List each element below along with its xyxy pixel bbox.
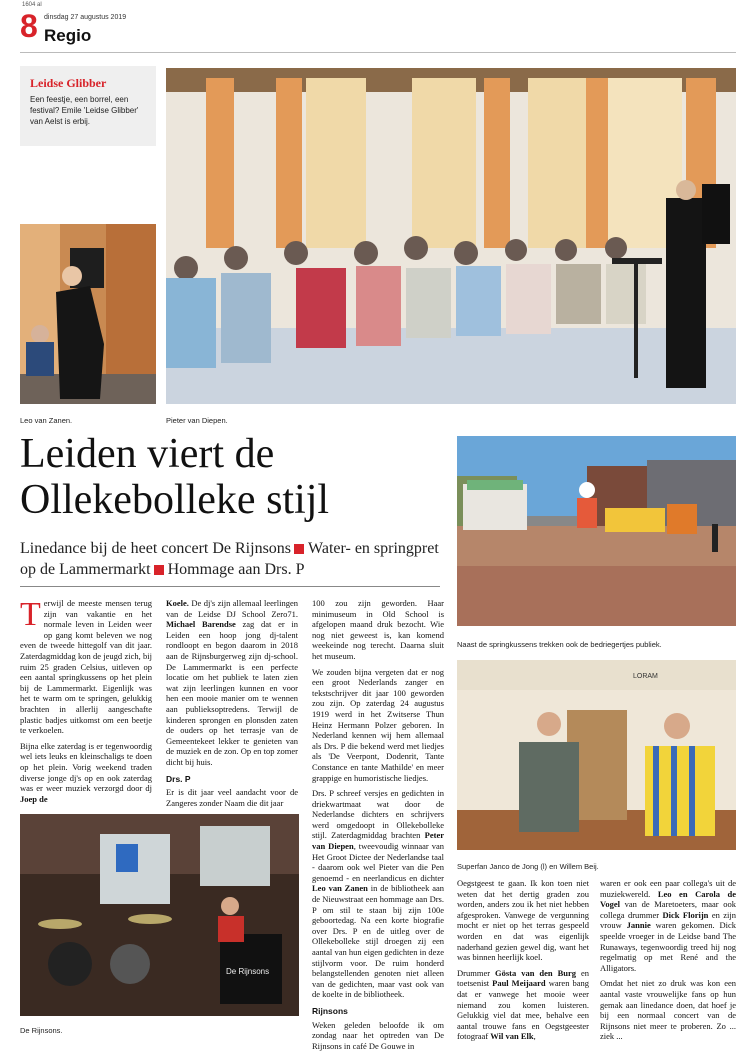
col4-paragraph-2b: en toetsenist	[457, 967, 590, 989]
col3-name-leo: Leo van Zanen	[312, 883, 368, 894]
col4-paragraph-2d: ,	[533, 1031, 536, 1042]
headline-line-2: Ollekebolleke stijl	[20, 477, 330, 523]
bullet-square-icon	[294, 544, 304, 554]
col4-name-gosta: Gösta van den Burg	[495, 967, 577, 978]
col3-paragraph-3c: in de bibliotheek aan de Nieuwstraat een hommage aan Drs. P om stil te staan bij zijn 100e geboortedag. Na een korte biografie over Drs. P en de uitleg over de Ollekebolleke stijl droegen zij een aantal van hun eigen gedichten in deze stijlvorm voor. De ruim honderd belangstellenden genoten niet alleen van de gedichten, maar vast ook van de koelte in de bibliotheek.	[312, 883, 444, 1000]
col5-paragraph-1d: waren gekomen. Dick speelde vroeger in de Leidse band The Runaways, tegenwoordig treed hij nog regelmatig op met René and the Alligators.	[600, 920, 737, 973]
col5-paragraph-2: Omdat het niet zo druk was kon een aantal vaste vrouwelijke fans op hun gemak aan linedance doen, dat hoef je bij een normaal concert van de Rijnsons niet meer te proberen. Zo ... ziek ...	[600, 978, 736, 1042]
photo-pieter-van-diepen	[166, 68, 736, 404]
col1-paragraph-1: erwijl de meeste mensen terug zijn van vakantie en het normale leven in Leiden weer op gang komt beleven we nog even de tweede hittegolf van dit jaar. Zaterdagmiddag kon de jeugd zich, bij ruim 25 graden Celsius, uitleven op een aantal springkussens op het plein bij de Lammermarkt. Eigenlijk was het te warm om te springen, gelukkig brachten in allerlij aangeschafte plastic badjes uitkomst om een beetje te verkoelen.	[20, 598, 152, 736]
page-number: 8	[20, 8, 38, 44]
drop-cap: T	[20, 596, 41, 633]
bullet-square-icon	[154, 565, 164, 575]
article-column-3	[312, 598, 444, 1056]
col3-subheading: Rijnsons	[312, 1005, 348, 1016]
col2-name-michael: Michael Barendse	[166, 619, 236, 630]
col3-name-peter: Peter van Diepen	[312, 830, 445, 852]
col5-name-jannie: Jannie	[626, 920, 651, 931]
col5-name-leo-carola: Leo en Carola de Vogel	[600, 888, 737, 910]
col5-paragraph-1c: en zijn vrouw	[600, 909, 736, 931]
drum-banner: De Rijnsons	[226, 967, 270, 976]
teaser-text: Een feestje, een borrel, een festival? Emile 'Leidse Glibber' van Aelst is erbij.	[30, 95, 139, 126]
bar-sign: LORAM	[633, 673, 658, 680]
article-column-2	[166, 598, 298, 813]
col2-paragraph-1b: zag dat er in Leiden een hoop jong dj-talent rondloopt en begon daarom in 2018 aan de Rijnsburgerweg zijn dj-school. De Lammermarkt is een perfecte locatie om het publiek te laten zien wat zijn leerlingen kunnen en voor hen een mooie manier om te wennen aan publieksoptredens. Terwijl de kinderen sprongen en plonsden zaten de ouders op het terrasje van de Gemeentekeet lekker te genieten van de muziek en de zon. Op en top zomer dicht bij huis.	[166, 619, 298, 767]
col4-paragraph-2a: Drummer	[457, 967, 491, 978]
headline-line-1: Leiden viert de	[20, 431, 275, 477]
col1-name-joep: Joep de	[20, 793, 48, 804]
caption-rijnsons: De Rijnsons.	[20, 1026, 63, 1035]
photo-superfan	[457, 660, 736, 850]
article-column-4	[457, 878, 589, 1047]
col4-paragraph-2c: waren bang dat er vanwege het mooie weer niemand zou komen luisteren. Gelukkig viel dat mee, behalve een aantal trouwe fans en Oegstgeester fotograaf	[457, 978, 589, 1042]
caption-pieter: Pieter van Diepen.	[166, 416, 228, 425]
article-subhead	[20, 538, 440, 580]
article-headline	[20, 431, 440, 523]
col5-paragraph-1: waren er ook een paar collega's uit de muziekwereld.	[600, 878, 736, 899]
header-divider	[20, 52, 736, 53]
teaser-title: Leidse Glibber	[30, 76, 107, 90]
subhead-part-3: Hommage aan Drs. P	[167, 561, 305, 578]
col3-paragraph-3: Drs. P schreef versjes en gedichten in driekwartmaat wat door de Nederlandse dichters en schrijvers werd omgedoopt in Ollekebolleke stijl. Zaterdagmiddag brachten	[312, 788, 444, 841]
col5-paragraph-1b: van de Maretoeters, maar ook collega drummer	[600, 899, 737, 920]
col2-subheading: Drs. P	[166, 773, 191, 784]
photo-de-rijnsons	[20, 814, 299, 1016]
col3-paragraph-3b: , tweevoudig winnaar van Het Groot Dictee der Nederlandse taal - daarom ook wel Pieter van die Pen genoemd - en neerlandicus en dichter	[312, 841, 444, 883]
page-marker: 1604 al	[22, 2, 42, 8]
headline-rule	[20, 586, 440, 587]
col3-paragraph-2: We zouden bijna vergeten dat er nog een groot Nederlands zanger en tekstschrijver dit jaar 100 geworden zou zijn. Op zaterdag 24 augustus 1919 werd in het Zwitserse Thun Heinz Hermann Polzer geboren. In Nederland kennen wij hem allemaal als Drs. P die bekend werd met liedjes als 'De Veerpont, Dodenrit, Tante Constance en tante Mathilde' en meer grappige en humoristische liedjes.	[312, 666, 444, 783]
col4-name-wil: Wil van Elk	[490, 1031, 534, 1042]
col2-paragraph-2: Er is dit jaar veel aandacht voor de Zangeres zonder Naam die dit jaar	[166, 787, 298, 808]
col5-name-dick: Dick Florijn	[662, 909, 709, 920]
page-date: dinsdag 27 augustus 2019	[44, 14, 127, 21]
photo-leo-van-zanen	[20, 224, 156, 404]
col1-paragraph-2: Bijna elke zaterdag is er tegenwoordig wel iets leuks en kleinschaligs te doen op het plein. Vorig weekend traden diverse jonge dj's op en ook zaterdag was er weer muziek verzorgd door dj	[20, 740, 152, 794]
col3-paragraph-1: 100 zou zijn geworden. Haar minimuseum in Old School is afgelopen maand druk bezocht. Wie nog niet geweest is, kan komend weekeinde nog terecht. Daarna sluit het museum.	[312, 598, 444, 661]
col3-paragraph-4: Weken geleden beloofde ik om zondag naar het optreden van De Rijnsons in café De Gouwe in	[312, 1019, 444, 1051]
photo-springkussens	[457, 436, 736, 626]
subhead-part-1: Linedance bij de heet concert De Rijnsons	[20, 540, 292, 557]
section-title: Regio	[44, 26, 92, 45]
subhead-part-2: Water- en springpret op de Lammermarkt	[20, 540, 439, 578]
article-column-1	[20, 598, 152, 809]
col4-name-paul: Paul Meijaard	[492, 978, 546, 989]
col2-name-koele: Koele.	[166, 598, 189, 608]
col4-paragraph-1: Oegstgeest te gaan. Ik kon toen niet weten dat het dertig graden zou worden, anders zou ik het niet hebben afgesproken. Vanwege de vergunning mocht er niet op het terras gespeeld worden en dat was eigenlijk naderhand gezien gewel dig, want het was binnen heerlijk koel.	[457, 878, 589, 963]
caption-springkussens: Naast de springkussens trekken ook de bedriegertjes publiek.	[457, 640, 662, 649]
caption-leo: Leo van Zanen.	[20, 416, 73, 425]
col2-paragraph-1: De dj's zijn allemaal leerlingen van de Leidse DJ School Zero71.	[166, 598, 299, 619]
caption-superfan: Superfan Janco de Jong (l) en Willem Beij.	[457, 862, 599, 871]
article-column-5	[600, 878, 736, 1047]
